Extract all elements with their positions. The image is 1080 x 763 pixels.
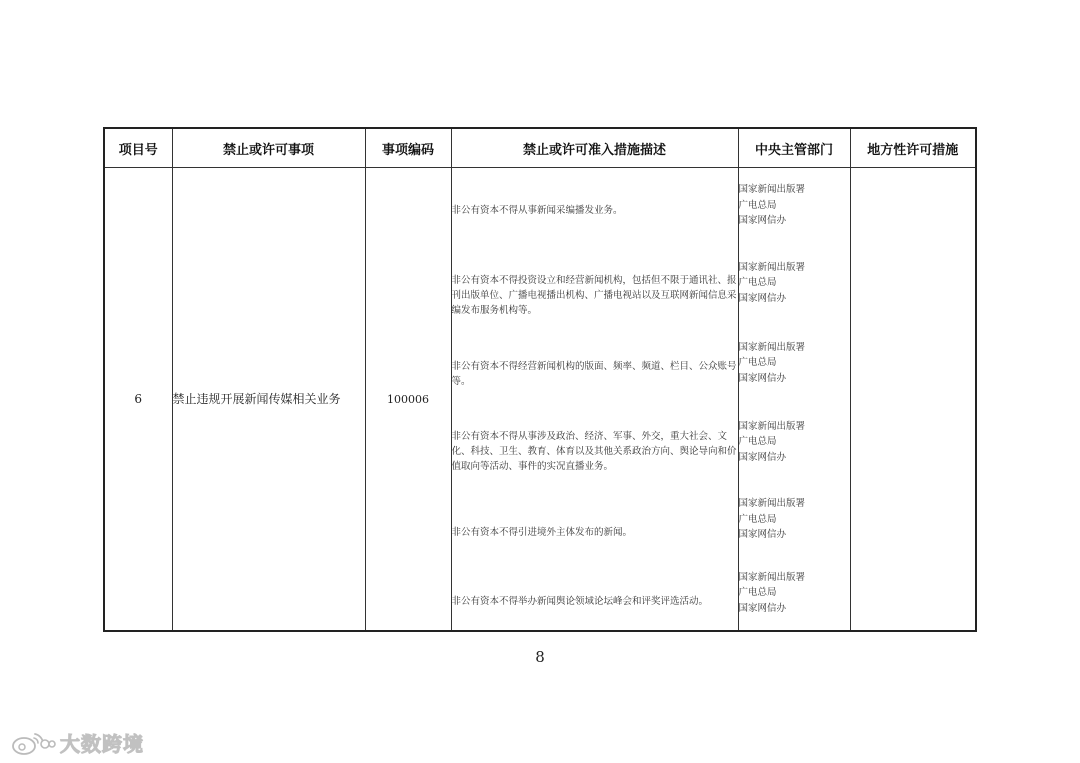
central-dept-cell: [738, 168, 850, 632]
header-item-name: 禁止或许可事项: [172, 128, 365, 168]
dept-name: 广电总局: [738, 436, 777, 448]
dept-name: 国家新闻出版署: [738, 571, 806, 583]
dept-block: [739, 481, 850, 558]
regulation-table: [103, 127, 977, 632]
measure-text: 非公有资本不得举办新闻舆论领域论坛峰会和评奖评选活动。: [451, 595, 709, 607]
measure-block: [452, 168, 738, 253]
header-central-dept: 中央主管部门: [738, 128, 850, 168]
page-number: 8: [535, 648, 545, 666]
measure-text: 非公有资本不得从事涉及政治、经济、军事、外交，重大社会、文化、科技、卫生、教育、体育以及其他关系政治方向、舆论导向和价值取向等活动、事件的实况直播业务。: [451, 430, 737, 472]
dept-name: 国家新闻出版署: [738, 420, 806, 432]
local-measure-cell: [850, 168, 976, 632]
measure-block: [452, 492, 738, 572]
dept-block: [739, 558, 850, 628]
watermark: [10, 728, 144, 757]
item-number-cell: 6: [104, 168, 172, 632]
measure-block: [452, 572, 738, 630]
dept-name: 国家新闻出版署: [738, 341, 806, 353]
measure-desc-cell: [451, 168, 738, 632]
watermark-text: 大数跨境: [60, 732, 144, 756]
measure-text: 非公有资本不得引进境外主体发布的新闻。: [451, 526, 633, 538]
dept-name: 广电总局: [738, 199, 777, 211]
dept-name: 国家网信办: [738, 292, 787, 304]
table-row: [104, 168, 976, 632]
dept-name: 广电总局: [738, 587, 777, 599]
measure-text: 非公有资本不得经营新闻机构的版面、频率、频道、栏目、公众账号等。: [451, 361, 737, 387]
dept-name: 国家网信办: [738, 372, 787, 384]
dept-name: 国家网信办: [738, 529, 787, 541]
measure-text: 非公有资本不得投资设立和经营新闻机构，包括但不限于通讯社、报刊出版单位、广播电视播出机构、广播电视站以及互联网新闻信息采编发布服务机构等。: [451, 275, 737, 316]
dept-name: 广电总局: [738, 513, 777, 525]
header-item-no: 项目号: [104, 128, 172, 168]
dept-name: 国家网信办: [738, 602, 787, 614]
dept-name: 国家新闻出版署: [738, 498, 806, 510]
header-measure-desc: 禁止或许可准入措施描述: [451, 128, 738, 168]
measure-block: [452, 338, 738, 410]
measure-block: [452, 410, 738, 492]
dept-block: [739, 323, 850, 403]
table-header-row: [104, 128, 976, 168]
dept-name: 国家新闻出版署: [738, 261, 806, 273]
measure-text: 非公有资本不得从事新闻采编播发业务。: [451, 205, 623, 216]
dept-block: [739, 403, 850, 481]
dept-block: [739, 168, 850, 243]
dept-name: 国家网信办: [738, 215, 787, 227]
header-item-code: 事项编码: [365, 128, 451, 168]
measure-block: [452, 253, 738, 338]
item-name-cell: 禁止违规开展新闻传媒相关业务: [172, 168, 365, 632]
header-local-measure: 地方性许可措施: [850, 128, 976, 168]
weibo-logo-icon: [10, 730, 56, 756]
dept-name: 国家新闻出版署: [738, 184, 806, 196]
dept-name: 广电总局: [738, 357, 777, 369]
dept-block: [739, 243, 850, 323]
item-code-cell: 100006: [365, 168, 451, 632]
dept-name: 广电总局: [738, 277, 777, 289]
dept-name: 国家网信办: [738, 451, 787, 463]
